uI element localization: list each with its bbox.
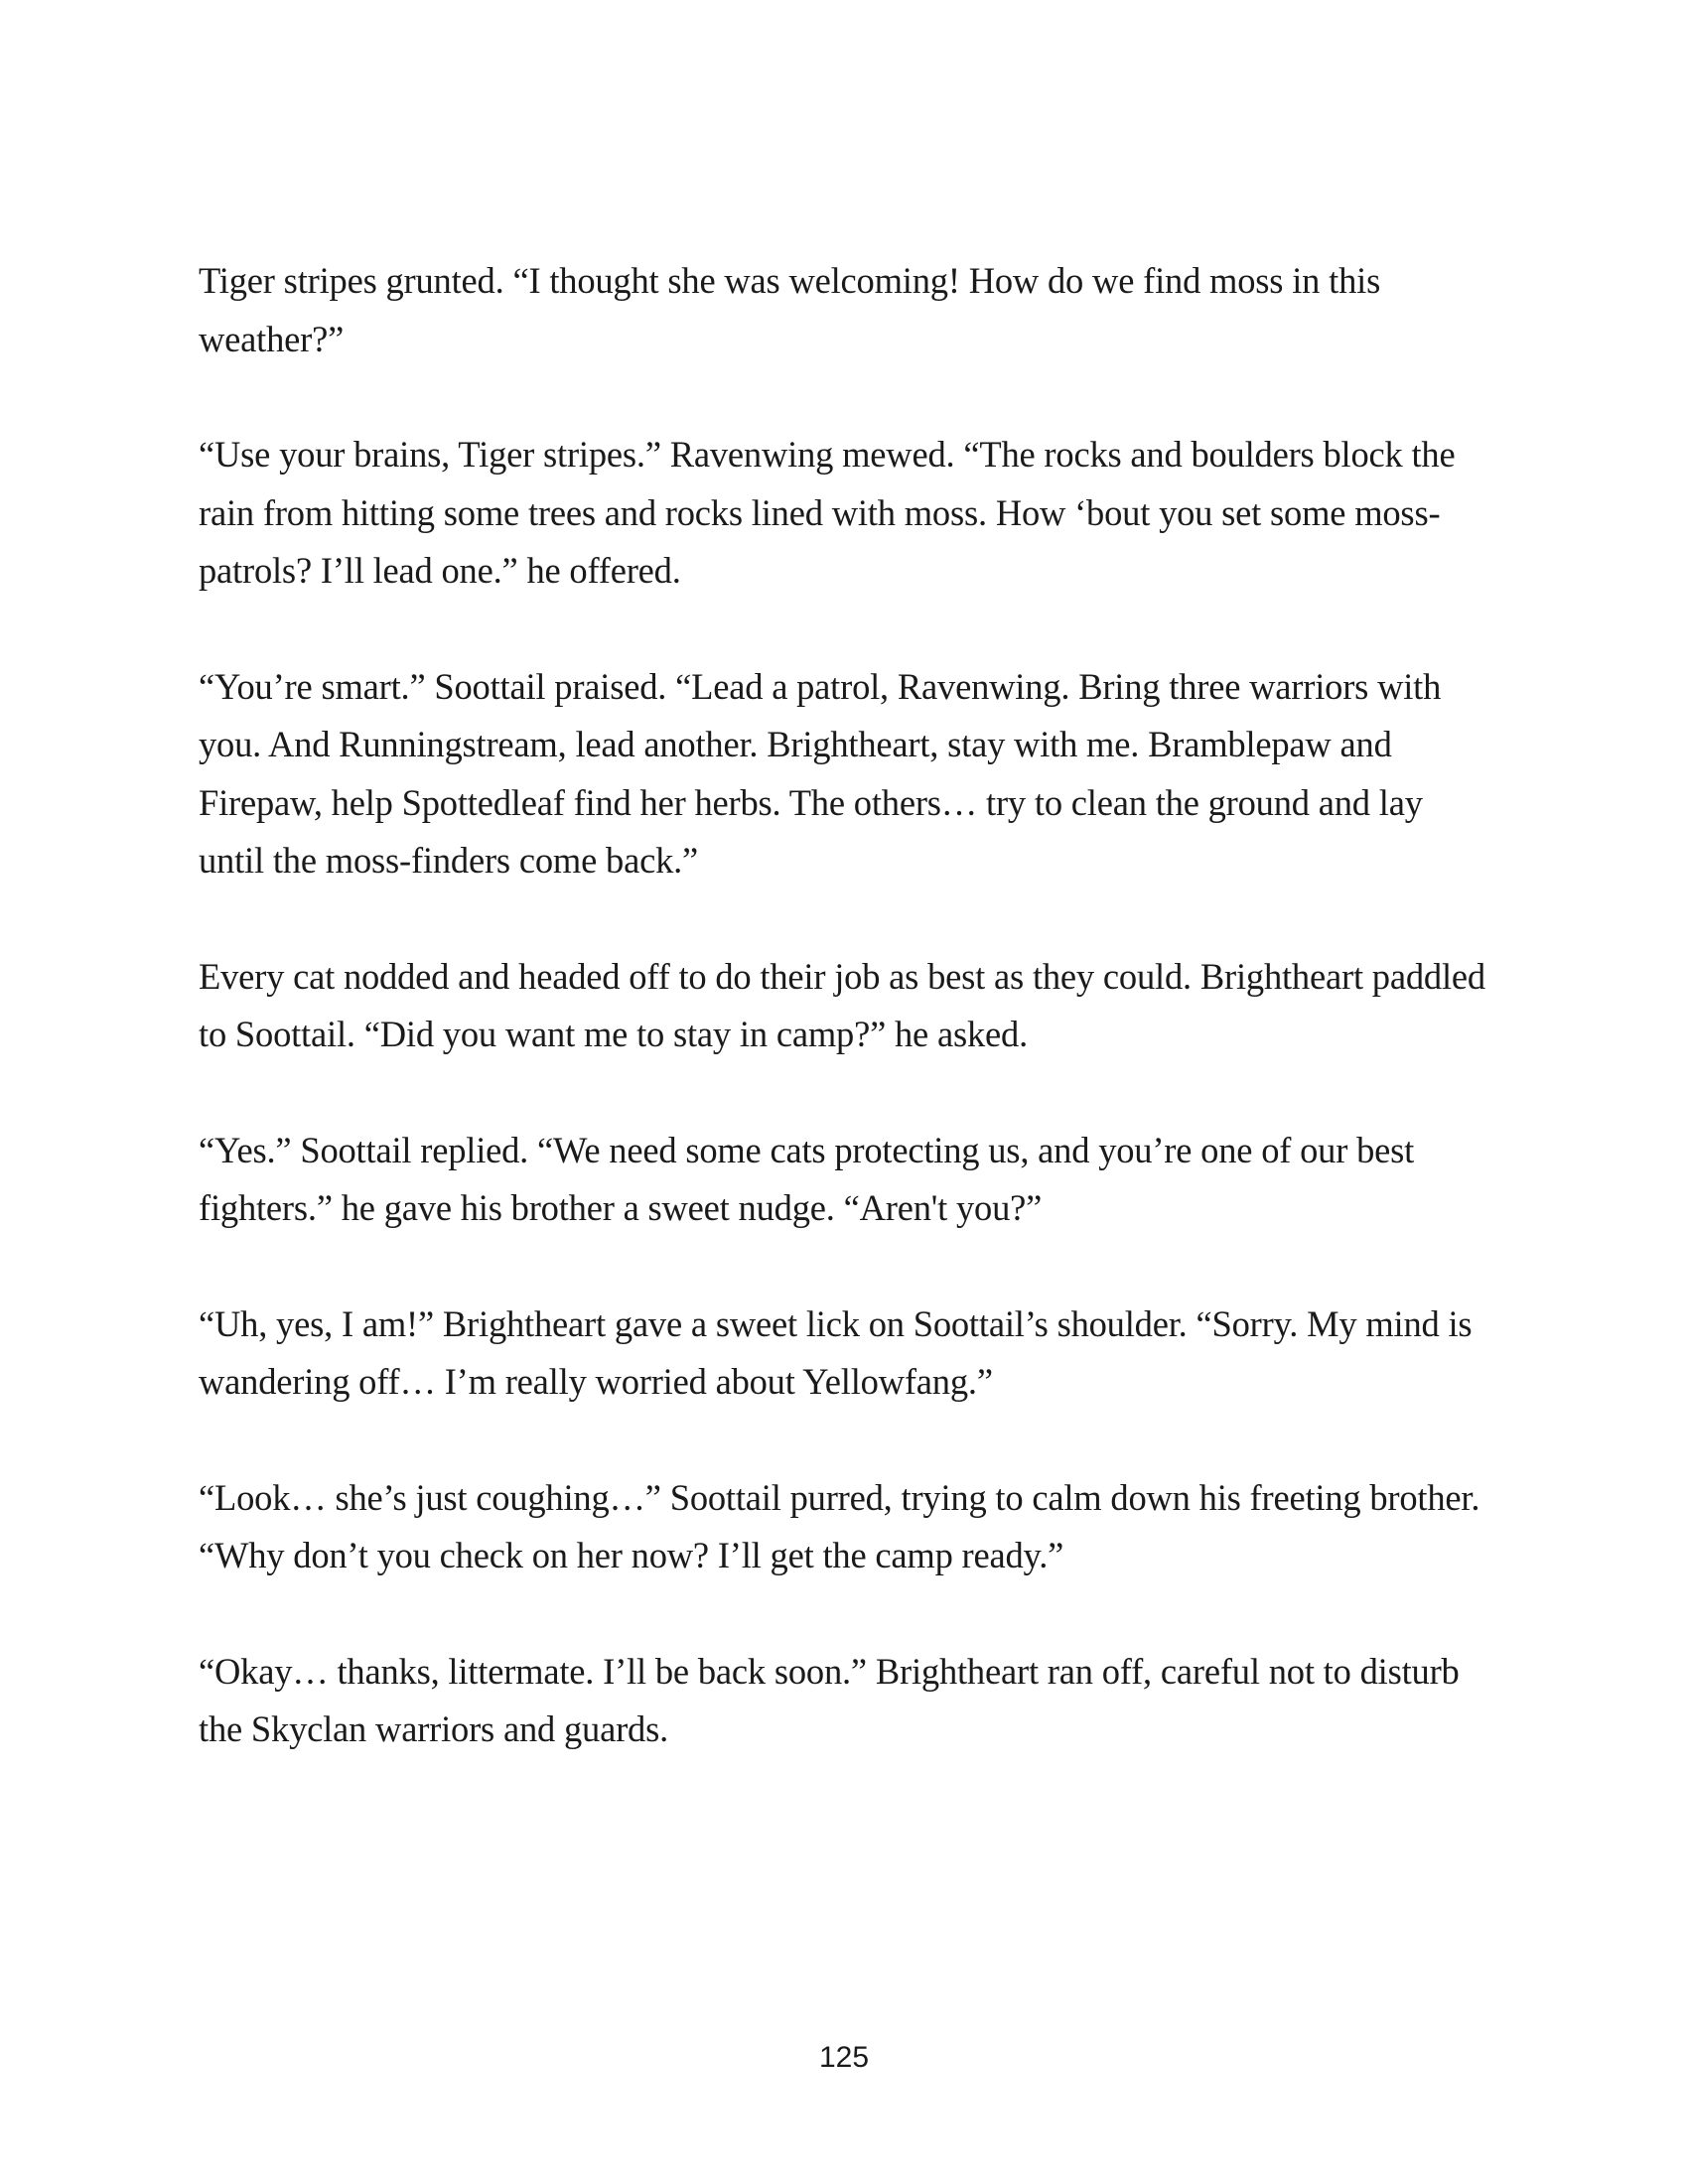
paragraph-8: “Okay… thanks, littermate. I’ll be back soon.” Brightheart ran off, careful not to disturb the Skyclan warriors and guards. bbox=[199, 1650, 1460, 1749]
page-number: 125 bbox=[818, 2041, 870, 2074]
paragraph-1: Tiger stripes grunted. “I thought she was welcoming! How do we find moss in this weather?” bbox=[199, 260, 1381, 359]
paragraph-4: Every cat nodded and headed off to do their job as best as they could. Brightheart paddled to Soottail. “Did you want me to stay in camp?” he asked. bbox=[199, 955, 1485, 1054]
body-text bbox=[199, 252, 1489, 1817]
paragraph-6: “Uh, yes, I am!” Brightheart gave a sweet lick on Soottail’s shoulder. “Sorry. My mind is wandering off… I’m really worried about Yellowfang.” bbox=[199, 1302, 1473, 1402]
paragraph-3: “You’re smart.” Soottail praised. “Lead a patrol, Ravenwing. Bring three warriors with you. And Runningstream, lead another. Brightheart, stay with me. Bramblepaw and Firepaw, help Spottedleaf find her herbs. The others… try to clean the ground and lay until the moss-finders come back.” bbox=[199, 665, 1442, 881]
paragraph-7: “Look… she’s just coughing…” Soottail purred, trying to calm down his freeting brother. “Why don’t you check on her now? I’ll get the camp ready.” bbox=[199, 1476, 1480, 1575]
paragraph-5: “Yes.” Soottail replied. “We need some cats protecting us, and you’re one of our best fighters.” he gave his brother a sweet nudge. “Aren't you?” bbox=[199, 1129, 1415, 1228]
paragraph-2: “Use your brains, Tiger stripes.” Ravenwing mewed. “The rocks and boulders block the rain from hitting some trees and rocks lined with moss. How ‘bout you set some moss-patrols? I’ll lead one.” he offered. bbox=[199, 434, 1456, 591]
